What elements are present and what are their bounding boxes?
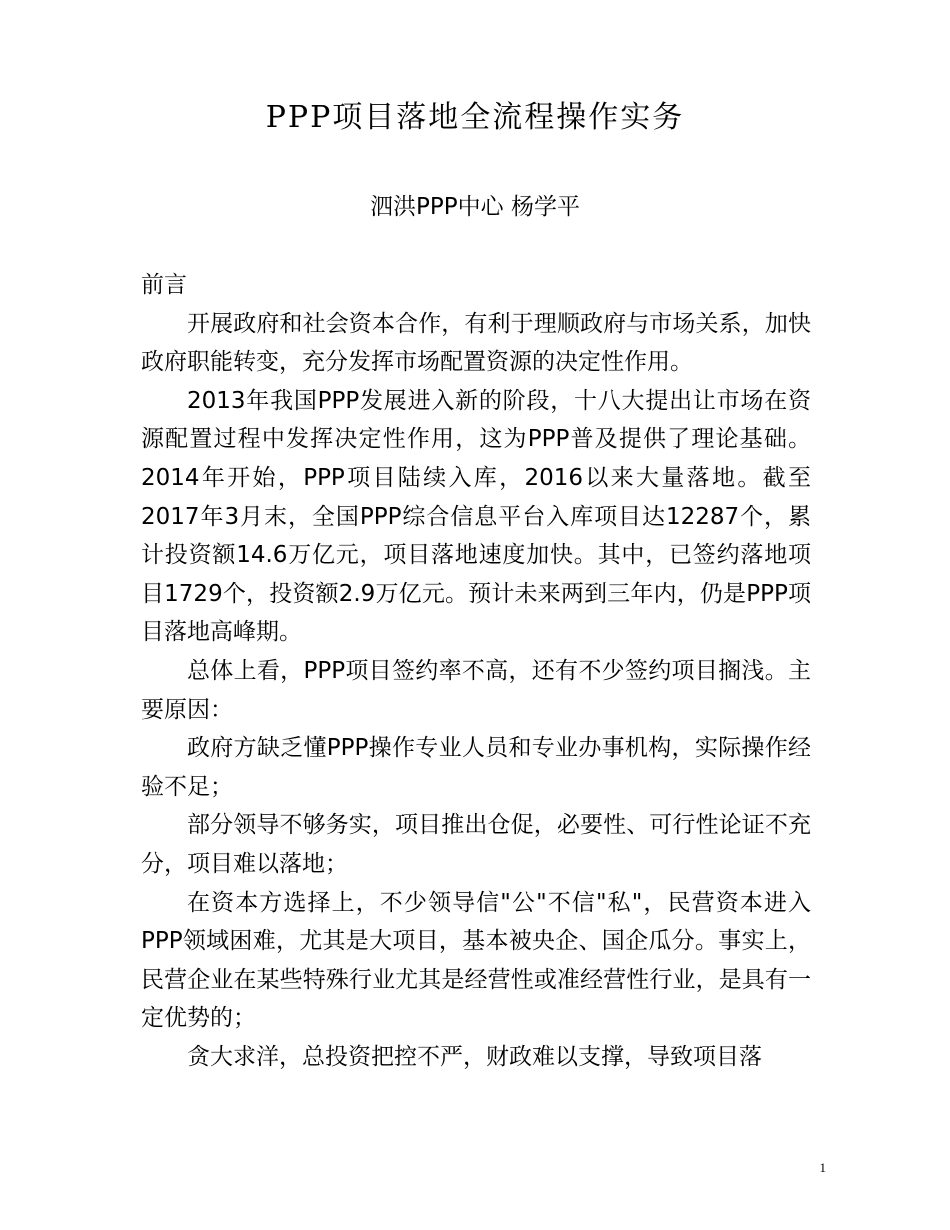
paragraph: 贪大求洋，总投资把控不严，财政难以支撑，导致项目落	[187, 1043, 762, 1070]
document-title: PPP项目落地全流程操作实务	[265, 100, 685, 135]
paragraph: 在资本方选择上，不少领导信"公"不信"私"，民营资本进入PPP领域困难，尤其是大项目，基本被央企、国企瓜分。事实上，民营企业在某些特殊行业尤其是经营性或准经营性行业，是具有一定优势的；	[141, 889, 811, 1032]
page-number: 1	[819, 1160, 826, 1175]
paragraph: 开展政府和社会资本合作，有利于理顺政府与市场关系，加快政府职能转变，充分发挥市场配置资源的决定性作用。	[141, 310, 811, 376]
paragraph: 总体上看，PPP项目签约率不高，还有不少签约项目搁浅。主要原因：	[141, 657, 811, 723]
document-body	[141, 266, 811, 1076]
section-heading: 前言	[141, 272, 187, 298]
paragraph: 政府方缺乏懂PPP操作专业人员和专业办事机构，实际操作经验不足；	[141, 735, 811, 800]
paragraph: 部分领导不够务实，项目推出仓促，必要性、可行性论证不充分，项目难以落地；	[141, 812, 811, 877]
paragraph: 2013年我国PPP发展进入新的阶段，十八大提出让市场在资源配置过程中发挥决定性作用，这为PPP普及提供了理论基础。2014年开始，PPP项目陆续入库，2016以来大量落地。截至2017年3月末，全国PPP综合信息平台入库项目达12287个，累计投资额14.6万亿元，项目落地速度加快。其中，已签约落地项目1729个，投资额2.9万亿元。预计未来两到三年内，仍是PPP项目落地高峰期。	[141, 387, 811, 646]
document-author: 泗洪PPP中心 杨学平	[370, 194, 580, 220]
